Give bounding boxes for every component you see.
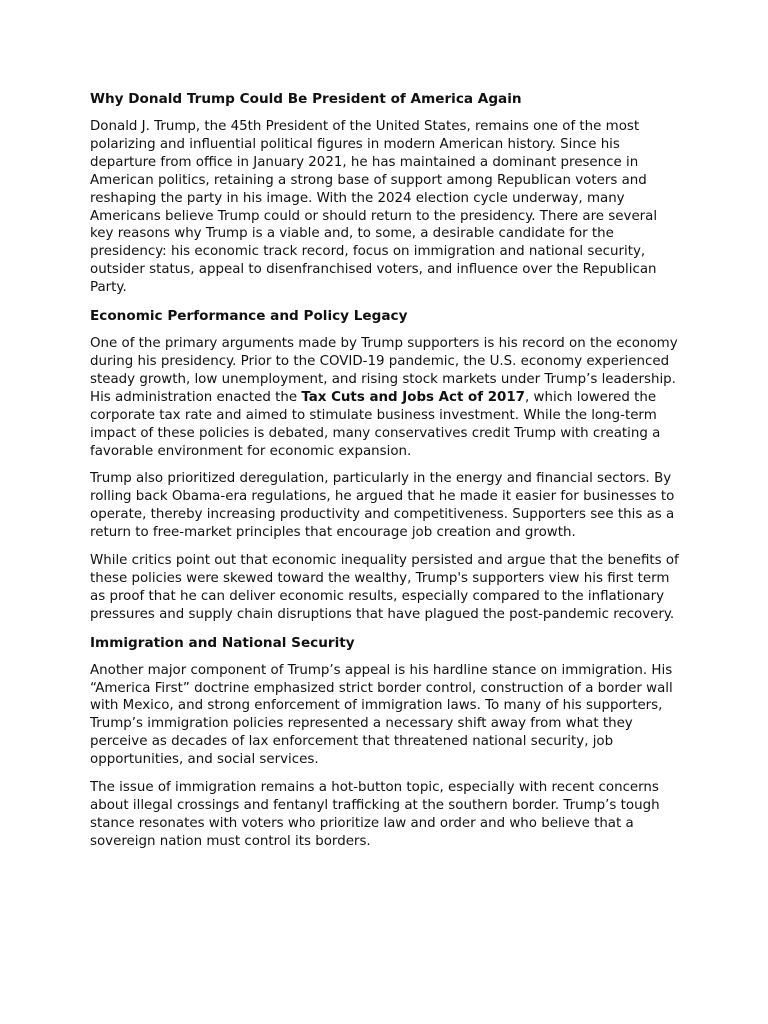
economy-paragraph-1-text-a: One of the primary arguments made by Trump supporters is his record on the economy during his presidency. Prior to the COVID-19 pandemic, the U.S. economy experienced steady growth, low unemployment, and rising stock markets under Trump’s leadership. His administration enacted the bbox=[90, 336, 678, 405]
document-body bbox=[90, 90, 682, 861]
economy-paragraph-2: Trump also prioritized deregulation, particularly in the energy and financial sectors. By rolling back Obama-era regulations, he argued that he made it easier for businesses to operate, thereby increasing productivity and competitiveness. Supporters see this as a return to free-market principles that encourage job creation and growth. bbox=[90, 471, 675, 541]
immigration-paragraph-2: The issue of immigration remains a hot-button topic, especially with recent concerns about illegal crossings and fentanyl trafficking at the southern border. Trump’s tough stance resonates with voters who prioritize law and order and who believe that a sovereign nation must control its borders. bbox=[90, 780, 660, 849]
tax-act-bold: Tax Cuts and Jobs Act of 2017 bbox=[301, 389, 525, 405]
document-title: Why Donald Trump Could Be President of America Again bbox=[90, 91, 522, 107]
economy-paragraph-1-text-b: , which lowered the corporate tax rate and aimed to stimulate business investment. While the long-term impact of these policies is debated, many conservatives credit Trump with creating a favorable environment for economic expansion. bbox=[90, 389, 661, 459]
immigration-paragraph-1: Another major component of Trump’s appeal is his hardline stance on immigration. His “America First” doctrine emphasized strict border control, construction of a border wall with Mexico, and strong enforcement of immigration laws. To many of his supporters, Trump’s immigration policies represented a necessary shift away from what they perceive as decades of lax enforcement that threatened national security, job opportunities, and social services. bbox=[90, 662, 673, 768]
economy-paragraph-3: While critics point out that economic inequality persisted and argue that the benefits of these policies were skewed toward the wealthy, Trump's supporters view his first term as proof that he can deliver economic results, especially compared to the inflationary pressures and supply chain disruptions that have plagued the post-pandemic recovery. bbox=[90, 553, 679, 622]
section-heading-immigration: Immigration and National Security bbox=[90, 634, 355, 651]
economy-paragraph-1 bbox=[90, 335, 682, 460]
section-heading-economy: Economic Performance and Policy Legacy bbox=[90, 308, 408, 325]
intro-paragraph: Donald J. Trump, the 45th President of the United States, remains one of the most polarizing and influential political figures in modern American history. Since his departure from office in January 2021, he has maintained a dominant presence in American politics, retaining a strong base of support among Republican voters and reshaping the party in his image. With the 2024 election cycle underway, many Americans believe Trump could or should return to the presidency. There are several key reasons why Trump is a viable and, to some, a desirable candidate for the presidency: his economic track record, focus on immigration and national security, outsider status, appeal to disenfranchised voters, and influence over the Republican Party. bbox=[90, 119, 658, 296]
